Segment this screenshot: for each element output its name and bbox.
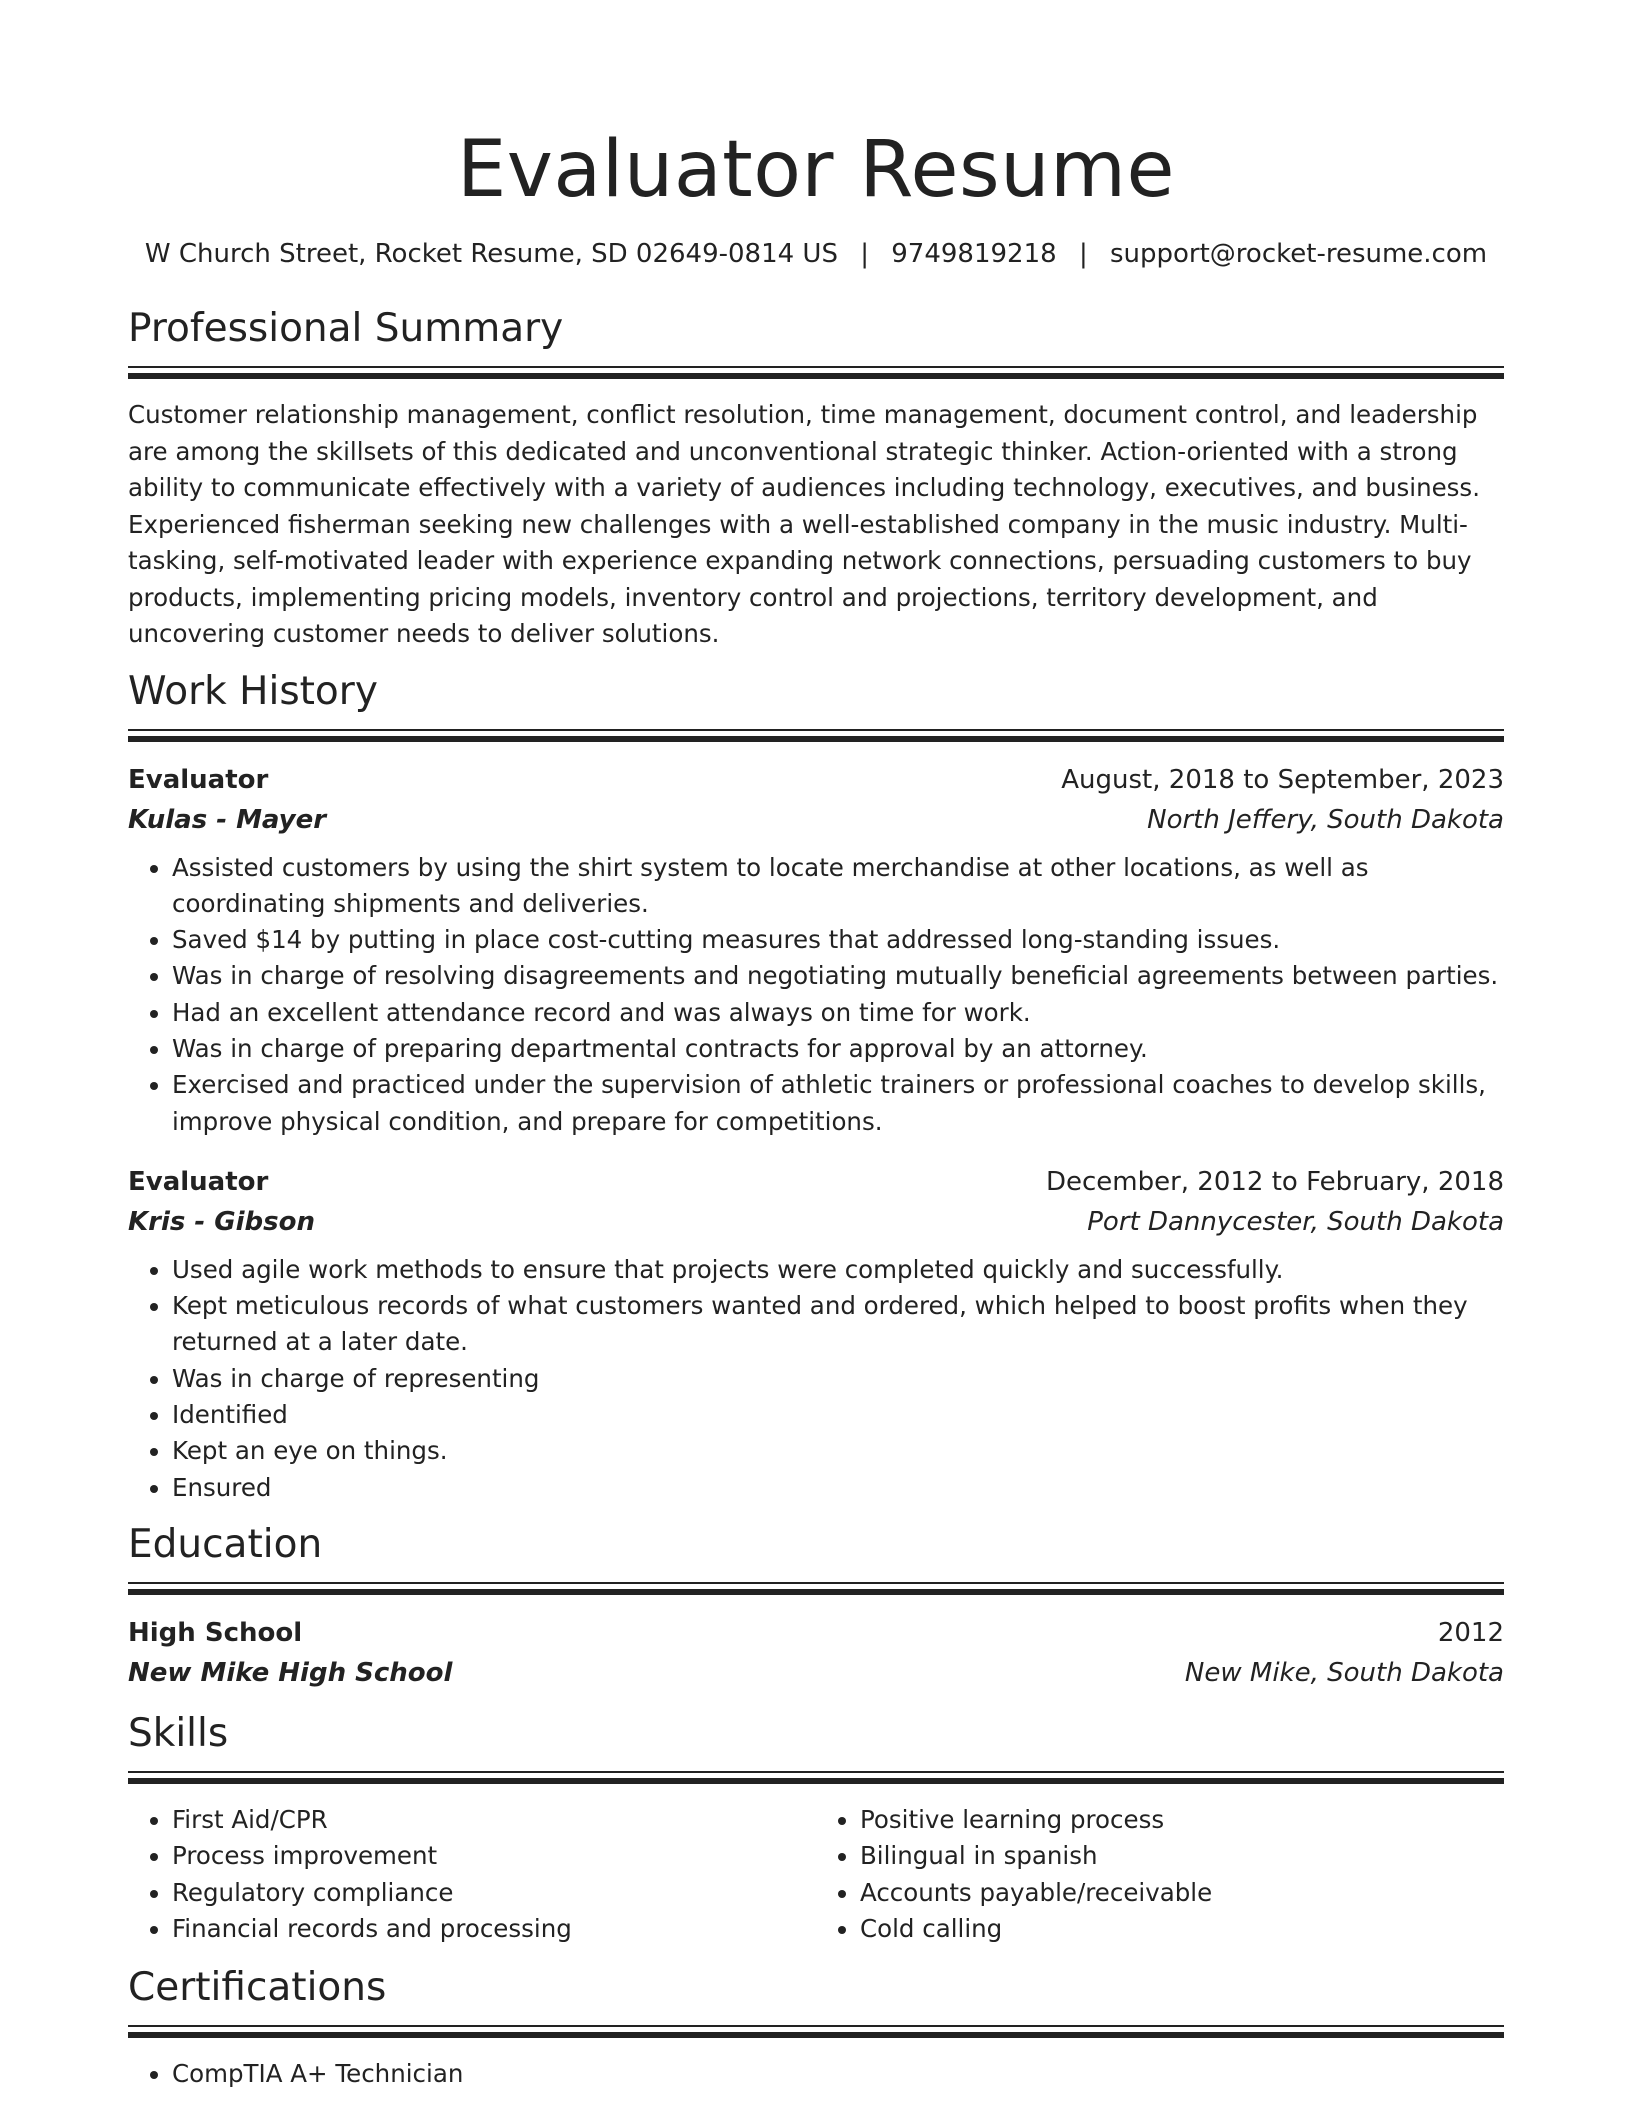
section-divider: [128, 729, 1504, 742]
job-title: Evaluator: [128, 764, 269, 795]
list-item: • Was in charge of resolving disagreements and negotiating mutually beneficial agreements between parties.: [172, 958, 1504, 994]
skill-item: • Accounts payable/receivable: [860, 1875, 1504, 1911]
section-divider: [128, 1582, 1504, 1595]
contact-separator: |: [1078, 239, 1088, 269]
skill-item: • Process improvement: [172, 1838, 816, 1874]
list-item: • Had an excellent attendance record and was always on time for work.: [172, 995, 1504, 1031]
job-location: North Jeffery, South Dakota: [1147, 804, 1504, 835]
section-work-history: [128, 667, 1504, 1506]
skill-item: • Financial records and processing: [172, 1911, 816, 1947]
resume-title: Evaluator Resume: [456, 125, 1176, 215]
skill-item: • Cold calling: [860, 1911, 1504, 1947]
list-item: • Was in charge of preparing departmental contracts for approval by an attorney.: [172, 1031, 1504, 1067]
skills-list-left: [128, 1802, 816, 1947]
list-item: • Kept meticulous records of what customers wanted and ordered, which helped to boost profits when they returned at a later date.: [172, 1288, 1504, 1361]
certification-item: • CompTIA A+ Technician: [172, 2056, 1504, 2092]
list-item: • Kept an eye on things.: [172, 1433, 1504, 1469]
skills-list-right: [816, 1802, 1504, 1947]
education-degree: High School: [128, 1617, 303, 1648]
job-bullets: [128, 850, 1504, 1140]
section-heading: Professional Summary: [128, 306, 564, 351]
section-divider: [128, 366, 1504, 379]
list-item: • Saved $14 by putting in place cost-cutting measures that addressed long-standing issues.: [172, 922, 1504, 958]
list-item: • Used agile work methods to ensure that projects were completed quickly and successfully.: [172, 1252, 1504, 1288]
job-company: Kris - Gibson: [128, 1206, 315, 1237]
section-heading: Skills: [128, 1710, 229, 1756]
section-heading: Certifications: [128, 1965, 387, 2011]
contact-separator: |: [860, 239, 869, 269]
job-entry: [128, 1162, 1504, 1506]
section-divider: [128, 1771, 1504, 1784]
contact-phone: 9749819218: [891, 239, 1057, 269]
job-dates: August, 2018 to September, 2023: [1061, 764, 1504, 795]
list-item: • Was in charge of representing: [172, 1361, 1504, 1397]
job-title: Evaluator: [128, 1166, 269, 1197]
contact-email: support@rocket-resume.com: [1109, 239, 1488, 269]
section-heading: Work History: [128, 668, 378, 714]
list-item: • Identified: [172, 1397, 1504, 1433]
skill-item: • First Aid/CPR: [172, 1802, 816, 1838]
section-heading: Education: [128, 1521, 323, 1567]
section-divider: [128, 2025, 1504, 2038]
education-school: New Mike High School: [128, 1657, 453, 1688]
section-skills: [128, 1709, 1504, 1947]
skill-item: • Positive learning process: [860, 1802, 1504, 1838]
certifications-list: [128, 2056, 1504, 2092]
section-education: [128, 1520, 1504, 1693]
list-item: • Ensured: [172, 1470, 1504, 1506]
skills-columns: [128, 1802, 1504, 1947]
summary-text: Customer relationship management, conflict resolution, time management, document control, and leadership are among the skillsets of this dedicated and unconventional strategic thinker. Action-oriented with a strong ability to communicate effectively with a variety of audiences including technology, executives, and business. Experienced fisherman seeking new challenges with a well-established company in the music industry. Multi-tasking, self-motivated leader with experience expanding network connections, persuading customers to buy products, implementing pricing models, inventory control and projections, territory development, and uncovering customer needs to deliver solutions.: [128, 400, 1480, 648]
contact-line: [128, 234, 1504, 274]
contact-address: W Church Street, Rocket Resume, SD 02649-0814 US: [144, 239, 838, 269]
job-bullets: [128, 1252, 1504, 1506]
education-location: New Mike, South Dakota: [1184, 1657, 1504, 1688]
education-year: 2012: [1437, 1617, 1504, 1648]
job-entry: [128, 760, 1504, 1140]
job-location: Port Dannycester, South Dakota: [1087, 1206, 1504, 1237]
section-certifications: [128, 1963, 1504, 2092]
job-company: Kulas - Mayer: [128, 804, 327, 835]
section-professional-summary: [128, 304, 1504, 653]
list-item: • Assisted customers by using the shirt system to locate merchandise at other locations, as well as coordinating shipments and deliveries.: [172, 850, 1504, 923]
skill-item: • Regulatory compliance: [172, 1875, 816, 1911]
list-item: • Exercised and practiced under the supervision of athletic trainers or professional coaches to develop skills, improve physical condition, and prepare for competitions.: [172, 1067, 1504, 1140]
skill-item: • Bilingual in spanish: [860, 1838, 1504, 1874]
job-dates: December, 2012 to February, 2018: [1045, 1166, 1504, 1197]
